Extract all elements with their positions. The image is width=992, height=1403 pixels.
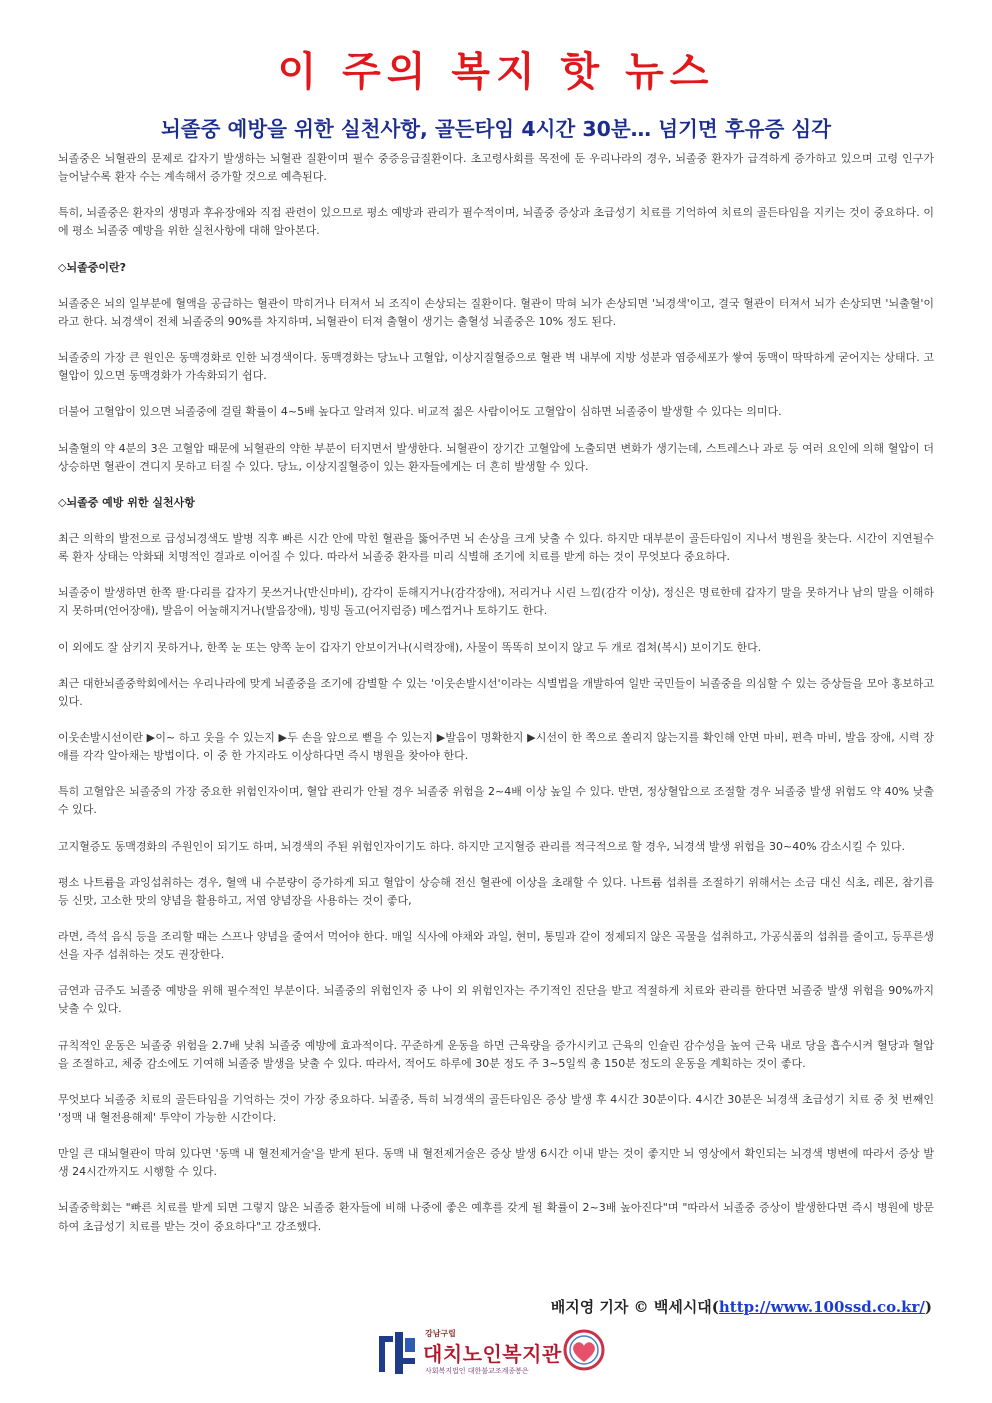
paragraph-spacer (58, 1019, 934, 1037)
paragraph-spacer (58, 512, 934, 530)
page-title: 이 주의 복지 핫 뉴스 (277, 49, 715, 95)
article-paragraph: 평소 나트륨을 과잉섭취하는 경우, 혈액 내 수분량이 증가하게 되고 혈압이 상승해 전신 혈관에 이상을 초래할 수 있다. 나트륨 섭취를 조절하기 위해서는 소금 대신 식초, 레몬, 참기름 등 신맛, 고소한 맛의 양념을 활용하고, 저염 양념장을 사용하는 것이 좋다, (58, 875, 934, 907)
paragraph-spacer (58, 331, 934, 349)
paragraph-spacer (58, 1181, 934, 1199)
paragraph-spacer (58, 657, 934, 675)
paragraph-spacer (58, 711, 934, 729)
logo-name: 대치노인복지관 (423, 1342, 562, 1366)
logo-district-text: 강남구립 (425, 1329, 456, 1338)
paragraph-spacer (58, 1073, 934, 1091)
article-paragraph: 라면, 즉석 음식 등을 조리할 때는 스프나 양념을 줄여서 먹어야 한다. 매일 식사에 야채와 과일, 현미, 통밀과 같이 정제되지 않은 곡물을 섭취하고, 가공식품의 섭취를 줄이고, 등푸른생선을 자주 섭취하는 것도 권장한다. (58, 930, 934, 962)
article-paragraph: 특히 고혈압은 뇌졸중의 가장 중요한 위험인자이며, 혈압 관리가 안될 경우 뇌졸중 위험을 2~4배 이상 높일 수 있다. 반면, 정상혈압으로 조절할 경우 뇌졸중 발생 위험도 약 40% 낮출 수 있다. (58, 785, 934, 817)
logo-subtitle: 사회복지법인 대한불교조계종봉은 (425, 1367, 529, 1375)
heart-emblem-icon (561, 1328, 607, 1372)
byline-suffix: ) (924, 1298, 932, 1316)
paragraph-spacer (58, 819, 934, 837)
article-paragraph: 뇌졸중학회는 "빠른 치료를 받게 되면 그렇지 않은 뇌졸중 환자들에 비해 나중에 좋은 예후를 갖게 될 확률이 2~3배 높아진다"며 "따라서 뇌졸중 증상이 발생한다면 즉시 병원에 방문하여 초급성기 치료를 받는 것이 중요하다"고 강조했다. (58, 1201, 934, 1233)
welfare-center-logo-icon (375, 1328, 419, 1378)
paragraph-spacer (58, 910, 934, 928)
paragraph-spacer (58, 1127, 934, 1145)
paragraph-spacer (58, 856, 934, 874)
paragraph-spacer (58, 476, 934, 494)
article-headline: 뇌졸중 예방을 위한 실천사항, 골든타임 4시간 30분… 넘기면 후유증 심각 (161, 117, 831, 141)
article-paragraph: 특히, 뇌졸중은 환자의 생명과 후유장애와 직접 관련이 있으므로 평소 예방과 관리가 필수적이며, 뇌졸중 증상과 초급성기 치료를 기억하여 치료의 골든타임을 지키는 것이 중요하다. 이에 평소 뇌졸중 예방을 위한 실천사항에 대해 알아본다. (58, 206, 934, 238)
paragraph-spacer (58, 765, 934, 783)
paragraph-spacer (58, 186, 934, 204)
article-paragraph: 무엇보다 뇌졸중 치료의 골든타임을 기억하는 것이 가장 중요하다. 뇌졸중, 특히 뇌경색의 골든타임은 증상 발생 후 4시간 30분이다. 4시간 30분은 뇌경색 초급성기 치료 중 첫 번째인 '정맥 내 혈전용해제' 투약이 가능한 시간이다. (58, 1092, 934, 1124)
paragraph-spacer (58, 385, 934, 403)
byline-author: 배지영 기자 © 백세시대( (550, 1298, 719, 1316)
article-paragraph: 뇌출혈의 약 4분의 3은 고혈압 때문에 뇌혈관의 약한 부분이 터지면서 발생한다. 뇌혈관이 장기간 고혈압에 노출되면 변화가 생기는데, 스트레스나 과로 등 여러 요인에 의해 혈압이 더 상승하면 혈관이 견디지 못하고 터질 수 있다. 당뇨, 이상지질혈증이 있는 환자들에게는 더 흔히 발생할 수 있다. (58, 441, 934, 473)
article-paragraph: 뇌졸중의 가장 큰 원인은 동맥경화로 인한 뇌경색이다. 동맥경화는 당뇨나 고혈압, 이상지질혈증으로 혈관 벽 내부에 지방 성분과 염증세포가 쌓여 동맥이 딱딱하게 굳어지는 상태다. 고혈압이 있으면 동맥경화가 가속화되기 쉽다. (58, 351, 934, 383)
paragraph-spacer (58, 277, 934, 295)
article-paragraph: 뇌졸중은 뇌혈관의 문제로 갑자기 발생하는 뇌혈관 질환이며 필수 중증응급질환이다. 초고령사회를 목전에 둔 우리나라의 경우, 뇌졸중 환자가 급격하게 증가하고 있으며 고령 인구가 늘어날수록 환자 수는 계속해서 증가할 것으로 예측된다. (58, 152, 934, 184)
article-paragraph: 최근 대한뇌졸중학회에서는 우리나라에 맞게 뇌졸중을 조기에 감별할 수 있는 '이웃손발시선'이라는 식별법을 개발하여 일반 국민들이 뇌졸중을 의심할 수 있는 증상들을 모아 홍보하고 있다. (58, 676, 934, 708)
article-paragraph: 이웃손발시선이란 ▶이~ 하고 웃을 수 있는지 ▶두 손을 앞으로 뻗을 수 있는지 ▶발음이 명확한지 ▶시선이 한 쪽으로 쏠리지 않는지를 확인해 안면 마비, 편측 마비, 발음 장애, 시력 장애를 각각 알아채는 방법이다. 이 중 한 가지라도 이상하다면 즉시 병원을 찾아야 한다. (58, 731, 934, 763)
article-paragraph: 이 외에도 잘 삼키지 못하거나, 한쪽 눈 또는 양쪽 눈이 갑자기 안보이거나(시력장애), 사물이 똑똑히 보이지 않고 두 개로 겹쳐(복시) 보이기도 한다. (58, 640, 762, 654)
article-paragraph: 규칙적인 운동은 뇌졸중 위험을 2.7배 낮춰 뇌졸중 예방에 효과적이다. 꾸준하게 운동을 하면 근육량을 증가시키고 근육의 인슐린 감수성을 높여 근육 내로 당을 흡수시켜 혈당과 혈압을 조절하고, 체중 감소에도 기여해 뇌졸중 발생을 낮출 수 있다. 따라서, 적어도 하루에 30분 정도 주 3~5일씩 총 150분 정도의 운동을 계획하는 것이 좋다. (58, 1038, 934, 1070)
byline (551, 1296, 932, 1317)
paragraph-spacer (58, 620, 934, 638)
paragraph-spacer (58, 421, 934, 439)
article-paragraph: 더불어 고혈압이 있으면 뇌졸중에 걸릴 확률이 4~5배 높다고 알려져 있다. 비교적 젊은 사람이어도 고혈압이 심하면 뇌졸중이 발생할 수 있다는 의미다. (58, 405, 782, 419)
article-paragraph: 최근 의학의 발전으로 급성뇌경색도 발병 직후 빠른 시간 안에 막힌 혈관을 뚫어주면 뇌 손상을 크게 낮출 수 있다. 하지만 대부분이 골든타임이 지나서 병원을 찾는다. 시간이 지연될수록 환자 상태는 악화돼 치명적인 결과로 이어질 수 있다. 따라서 뇌졸중 환자를 미리 식별해 조기에 치료를 받게 하는 것이 무엇보다 중요하다. (58, 531, 934, 564)
organization-logo (375, 1322, 615, 1384)
article-paragraph: 뇌졸중이 발생하면 한쪽 팔·다리를 갑자기 못쓰거나(반신마비), 감각이 둔해지거나(감각장애), 저리거나 시린 느낌(감각 이상), 정신은 명료한데 갑자기 말을 못하거나 남의 말을 이해하지 못하며(언어장애), 발음이 어눌해지거나(발음장애), 빙빙 돌고(어지럼증) 메스껍거나 토하기도 한다. (58, 586, 934, 618)
section-heading: ◇뇌졸중 예방 위한 실천사항 (58, 495, 195, 509)
section-heading: ◇뇌졸중이란? (58, 260, 126, 274)
paragraph-spacer (58, 964, 934, 982)
article-paragraph: 고지혈증도 동맥경화의 주원인이 되기도 하며, 뇌경색의 주된 위험인자이기도 하다. 하지만 고지혈증 관리를 적극적으로 할 경우, 뇌경색 발생 위험을 30~40% 감소시킬 수 있다. (58, 839, 906, 853)
paragraph-spacer (58, 566, 934, 584)
article-paragraph: 만일 큰 대뇌혈관이 막혀 있다면 '동맥 내 혈전제거술'을 받게 된다. 동맥 내 혈전제거술은 증상 발생 6시간 이내 받는 것이 좋지만 뇌 영상에서 확인되는 뇌경색 병변에 따라서 증상 발생 24시간까지도 시행할 수 있다. (58, 1147, 934, 1179)
article-body (58, 150, 934, 1236)
paragraph-spacer (58, 240, 934, 258)
source-link[interactable]: http://www.100ssd.co.kr/ (718, 1298, 925, 1316)
article-paragraph: 금연과 금주도 뇌졸중 예방을 위해 필수적인 부분이다. 뇌졸중의 위험인자 중 나이 외 위험인자는 주기적인 진단을 받고 적절하게 치료와 관리를 한다면 뇌졸중 발생 위험을 90%까지 낮출 수 있다. (58, 984, 934, 1016)
article-paragraph: 뇌졸중은 뇌의 일부분에 혈액을 공급하는 혈관이 막히거나 터져서 뇌 조직이 손상되는 질환이다. 혈관이 막혀 뇌가 손상되면 '뇌경색'이고, 결국 혈관이 터져서 뇌가 손상되면 '뇌출혈'이라고 한다. 뇌경색이 전체 뇌졸중의 90%를 차지하며, 뇌혈관이 터져 출혈이 생기는 출혈성 뇌졸중은 10% 정도 된다. (58, 296, 934, 328)
